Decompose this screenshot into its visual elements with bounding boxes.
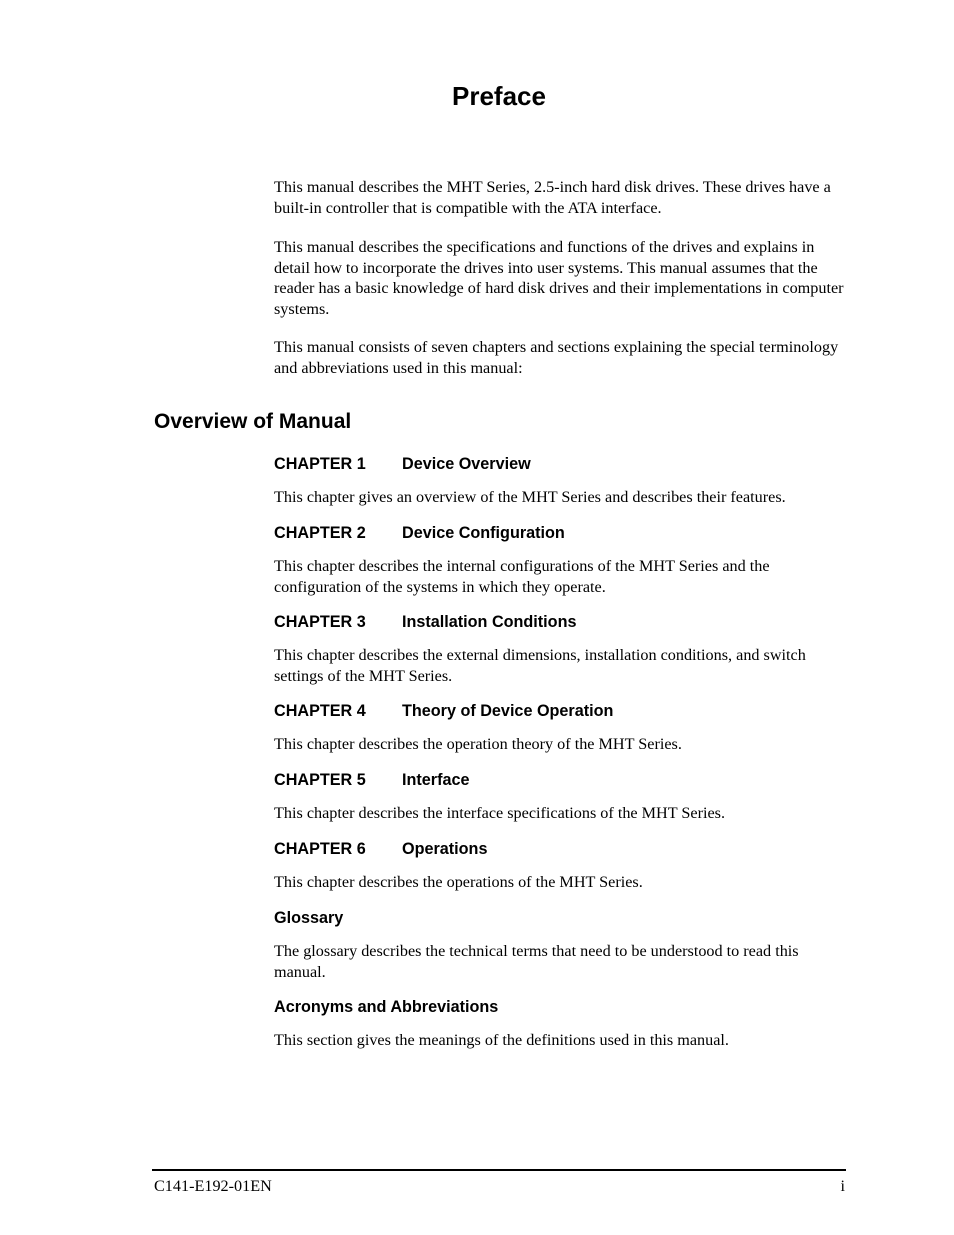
chapter-description: This chapter describes the operation theory of the MHT Series. <box>274 735 682 753</box>
chapter-description: This chapter describes the interface specifications of the MHT Series. <box>274 804 725 822</box>
section-heading-overview: Overview of Manual <box>154 410 352 433</box>
chapter-description: This chapter describes the internal configurations of the MHT Series and the configuration of the systems in which they operate. <box>274 557 770 596</box>
chapter-title: Installation Conditions <box>402 613 577 631</box>
acronyms-heading: Acronyms and Abbreviations <box>274 998 499 1016</box>
chapter-description: This chapter describes the external dimensions, installation conditions, and switch settings of the MHT Series. <box>274 646 806 685</box>
chapter-title: Device Configuration <box>402 524 565 542</box>
chapter-description: This chapter describes the operations of the MHT Series. <box>274 873 643 891</box>
chapter-heading <box>274 770 469 790</box>
chapter-number: CHAPTER 5 <box>274 771 366 789</box>
chapter-number: CHAPTER 6 <box>274 840 366 858</box>
chapter-title: Interface <box>402 771 470 789</box>
chapter-description: This chapter gives an overview of the MHT Series and describes their features. <box>274 488 786 506</box>
chapter-number: CHAPTER 4 <box>274 702 366 720</box>
intro-paragraph: This manual describes the specifications and functions of the drives and explains in detail how to incorporate the drives into user systems. This manual assumes that the reader has a basic knowledge of hard disk drives and their implementations in computer systems. <box>274 238 844 318</box>
chapter-heading <box>274 839 487 859</box>
intro-paragraph: This manual consists of seven chapters and sections explaining the special terminology and abbreviations used in this manual: <box>274 338 839 377</box>
chapter-number: CHAPTER 2 <box>274 524 366 542</box>
chapter-number: CHAPTER 3 <box>274 613 366 631</box>
chapter-heading <box>274 701 613 721</box>
footer-doc-code: C141-E192-01EN <box>154 1177 272 1195</box>
footer-rule <box>152 1169 846 1171</box>
chapter-heading <box>274 454 531 474</box>
chapter-heading <box>274 612 576 632</box>
intro-paragraph: This manual describes the MHT Series, 2.5-inch hard disk drives. These drives have a built-in controller that is compatible with the ATA interface. <box>274 178 831 217</box>
chapter-heading <box>274 523 565 543</box>
acronyms-description: This section gives the meanings of the definitions used in this manual. <box>274 1031 729 1049</box>
chapter-title: Device Overview <box>402 455 531 473</box>
glossary-description: The glossary describes the technical terms that need to be understood to read this manual. <box>274 942 799 981</box>
footer-page-number: i <box>840 1177 845 1195</box>
chapter-title: Operations <box>402 840 488 858</box>
glossary-heading: Glossary <box>274 909 344 927</box>
chapter-number: CHAPTER 1 <box>274 455 366 473</box>
page-title: Preface <box>452 81 546 111</box>
chapter-title: Theory of Device Operation <box>402 702 614 720</box>
